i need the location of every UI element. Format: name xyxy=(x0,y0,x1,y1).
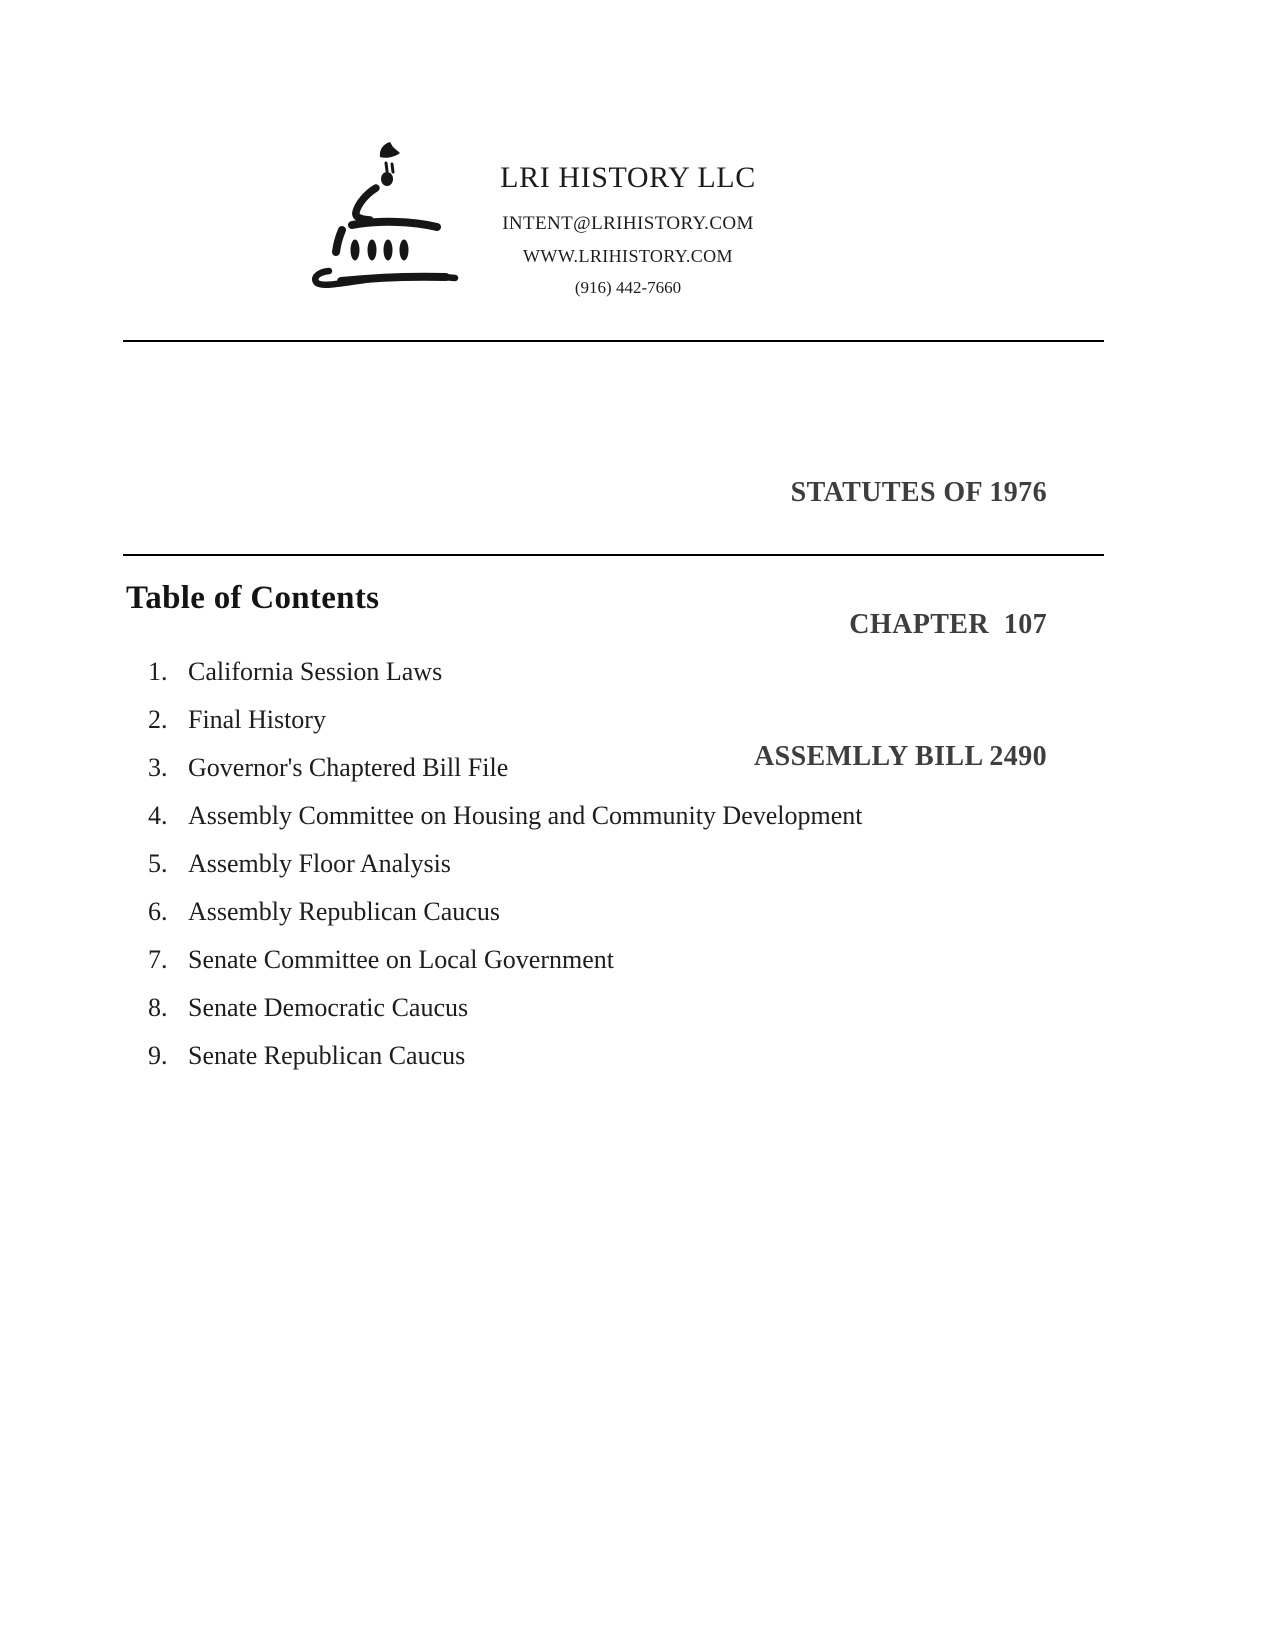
letterhead-contact xyxy=(458,160,798,299)
toc-item-number: 5. xyxy=(148,849,168,878)
toc-item-number: 7. xyxy=(148,945,168,974)
toc-item-number: 1. xyxy=(148,657,168,686)
website-text: WWW.LRIHISTORY.COM xyxy=(523,246,733,266)
toc-item-label: Governor's Chaptered Bill File xyxy=(188,753,509,782)
toc-item xyxy=(148,648,863,696)
toc-item-label: Final History xyxy=(188,705,326,734)
toc-item-number: 6. xyxy=(148,897,168,926)
toc-item-label: California Session Laws xyxy=(188,657,443,686)
email-text: INTENT@LRIHISTORY.COM xyxy=(502,213,754,234)
toc-item-label: Assembly Committee on Housing and Community Development xyxy=(188,801,863,830)
toc-item-number: 4. xyxy=(148,801,168,830)
toc-item xyxy=(148,696,863,744)
toc-item-label: Assembly Republican Caucus xyxy=(188,897,500,926)
capitol-dome-icon xyxy=(296,130,466,295)
toc-item xyxy=(148,1032,863,1080)
divider-bottom xyxy=(123,554,1104,556)
statute-line-chapter: CHAPTER 107 xyxy=(849,609,1047,640)
toc-item xyxy=(148,984,863,1032)
phone-text: (916) 442-7660 xyxy=(574,278,682,297)
toc-item-label: Senate Committee on Local Government xyxy=(188,945,614,974)
toc-list xyxy=(148,648,863,1080)
toc-item-number: 2. xyxy=(148,705,168,734)
toc-item xyxy=(148,936,863,984)
statute-line-statutes: STATUTES OF 1976 xyxy=(790,477,1047,508)
toc-item-number: 8. xyxy=(148,993,168,1022)
toc-item-label: Senate Republican Caucus xyxy=(188,1041,466,1070)
toc-item xyxy=(148,744,863,792)
toc-item-number: 9. xyxy=(148,1041,168,1070)
toc-title: Table of Contents xyxy=(126,580,380,616)
toc-item xyxy=(148,792,863,840)
toc-item xyxy=(148,840,863,888)
company-name: LRI HISTORY LLC xyxy=(500,161,756,194)
statute-line-bill: ASSEMLLY BILL 2490 xyxy=(753,741,1047,772)
divider-top xyxy=(123,340,1104,342)
toc-item-number: 3. xyxy=(148,753,168,782)
toc-item-label: Assembly Floor Analysis xyxy=(188,849,451,878)
toc-item xyxy=(148,888,863,936)
toc-item-label: Senate Democratic Caucus xyxy=(188,993,469,1022)
